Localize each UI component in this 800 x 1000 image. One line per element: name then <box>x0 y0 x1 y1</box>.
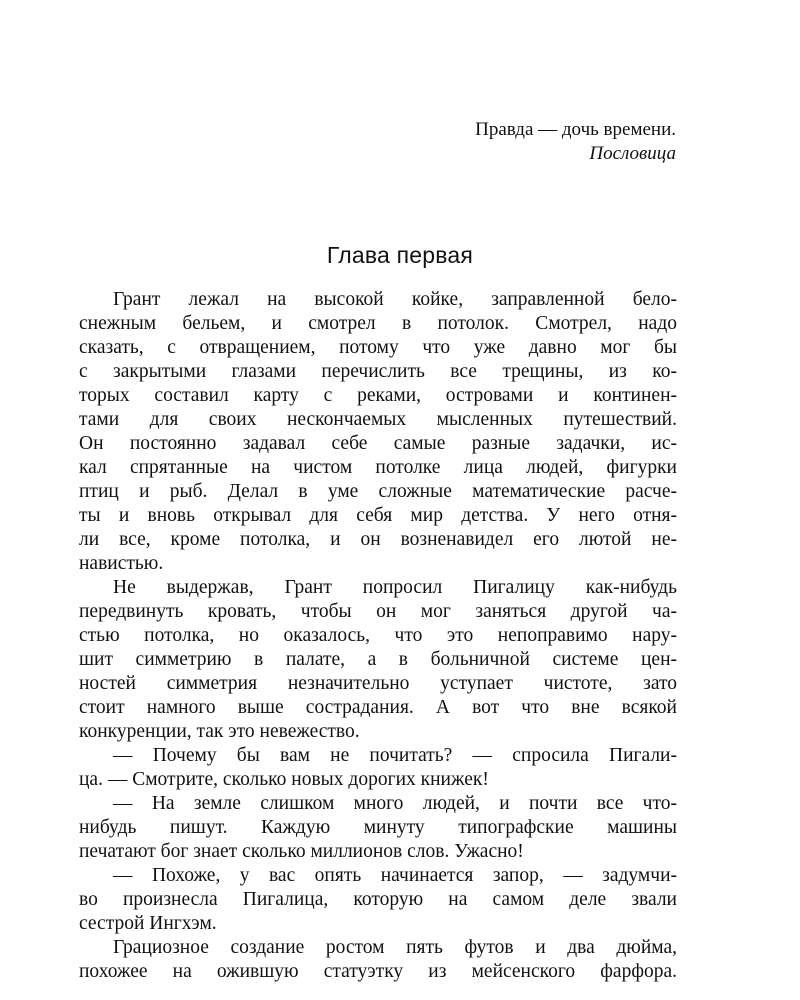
text-line: стью потолка, но оказалось, что это непоправимо нару- <box>79 625 677 646</box>
text-line: — Похоже, у вас опять начинается запор, — задумчи- <box>113 865 677 886</box>
text-line: Не выдержав, Грант попросил Пигалицу как-нибудь <box>113 577 677 598</box>
epigraph <box>475 118 676 166</box>
text-line: — Почему бы вам не почитать? — спросила Пигали- <box>113 745 677 766</box>
text-line: во произнесла Пигалица, которую на самом деле звали <box>79 889 677 910</box>
text-line: конкуренции, так это невежество. <box>79 721 360 742</box>
text-line: сказать, с отвращением, потому что уже давно мог бы <box>79 337 677 358</box>
text-line: ты и вновь открывал для себя мир детства. У него отня- <box>79 505 677 526</box>
text-line: стоит намного выше сострадания. А вот что вне всякой <box>79 697 677 718</box>
chapter-title: Глава первая <box>326 242 474 268</box>
text-line: кал спрятанные на чистом потолке лица людей, фигурки <box>79 457 677 478</box>
text-line: похожее на ожившую статуэтку из мейсенского фарфора. <box>79 961 677 982</box>
text-line: Он постоянно задавал себе самые разные задачки, ис- <box>79 433 677 454</box>
text-line: птиц и рыб. Делал в уме сложные математические расче- <box>79 481 677 502</box>
text-line: Грациозное создание ростом пять футов и два дюйма, <box>113 937 677 958</box>
epigraph-quote: Правда — дочь времени. <box>475 119 676 140</box>
text-line: печатают бог знает сколько миллионов слов. Ужасно! <box>79 841 524 862</box>
text-line: с закрытыми глазами перечислить все трещины, из ко- <box>79 361 677 382</box>
text-line: ностей симметрия незначительно уступает чистоте, зато <box>79 673 677 694</box>
text-line: снежным бельем, и смотрел в потолок. Смотрел, надо <box>79 313 677 334</box>
text-line: Грант лежал на высокой койке, заправленной бело- <box>113 289 677 310</box>
text-line: навистью. <box>79 553 164 574</box>
text-line: тами для своих нескончаемых мысленных путешествий. <box>79 409 677 430</box>
text-line: нибудь пишут. Каждую минуту типографские машины <box>79 817 677 838</box>
epigraph-source: Пословица <box>589 143 676 164</box>
text-line: ли все, кроме потолка, и он возненавидел его лютой не- <box>79 529 677 550</box>
text-line: передвинуть кровать, чтобы он мог заняться другой ча- <box>79 601 677 622</box>
text-line: ца. — Смотрите, сколько новых дорогих книжек! <box>79 769 489 790</box>
text-line: торых составил карту с реками, островами и континен- <box>79 385 677 406</box>
text-line: сестрой Ингхэм. <box>79 913 217 934</box>
text-line: — На земле слишком много людей, и почти все что- <box>113 793 677 814</box>
text-line: шит симметрию в палате, а в больничной системе цен- <box>79 649 677 670</box>
